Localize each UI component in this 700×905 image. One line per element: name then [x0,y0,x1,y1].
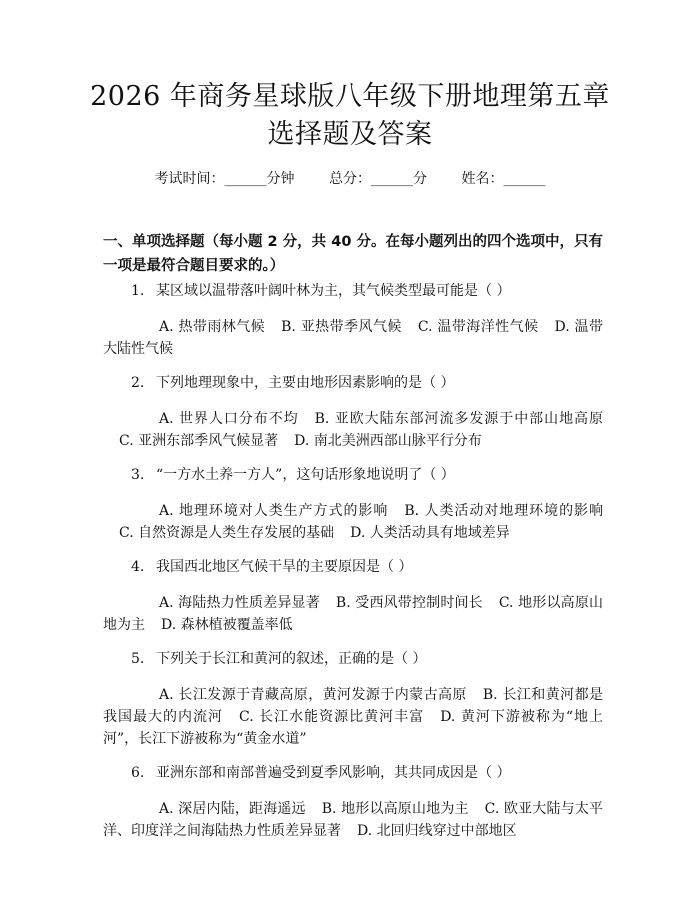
question-stem [103,762,603,784]
question-stem [103,556,603,578]
question-text: 下列地理现象中，主要由地形因素影响的是（ ） [156,375,455,391]
question-options [103,316,603,360]
question-5 [103,648,603,750]
option-d: D. 北回归线穿过中部地区 [357,823,517,839]
question-options [103,592,603,636]
option-d: D. 南北美洲西部山脉平行分布 [294,433,482,449]
option-d: D. 黄河下游被称为“地上河”，长江下游被称为“黄金水道” [103,709,603,747]
option-c: C. 自然资源是人类生存发展的基础 [119,525,335,541]
option-a: A. 世界人口分布不均 [159,411,299,427]
option-a: A. 海陆热力性质差异显著 [159,595,320,611]
question-number: 6. [131,765,145,781]
question-options [103,408,603,452]
question-text: 亚洲东部和南部普遍受到夏季风影响，其共同成因是（ ） [156,765,511,781]
question-6 [103,762,603,842]
option-a: A. 长江发源于青藏高原，黄河发源于内蒙古高原 [159,687,467,703]
option-d: D. 森林植被覆盖率低 [161,617,293,633]
section-heading: 一、单项选择题（每小题 2 分，共 40 分。在每小题列出的四个选项中，只有一项是最符合题目要求的。） [103,234,603,274]
question-text: 下列关于长江和黄河的叙述，正确的是（ ） [156,651,427,667]
option-a: A. 地理环境对人类生产方式的影响 [159,503,389,519]
question-4 [103,556,603,636]
question-stem [103,648,603,670]
question-text: “一方水土养一方人”，这句话形象地说明了（ ） [156,467,455,483]
option-c: C. 长江水能资源比黄河丰富 [239,709,425,725]
question-number: 4. [131,559,145,575]
option-a: A. 热带雨林气候 [159,319,266,335]
option-b: B. 人类活动对地理环境的影响 [404,503,603,519]
question-text: 某区域以温带落叶阔叶林为主，其气候类型最可能是（ ） [156,283,511,299]
option-c: C. 欧亚大陆与太平洋、印度洋之间海陆热力性质差异显著 [103,801,603,839]
question-number: 2. [131,375,145,391]
option-c: C. 亚洲东部季风气候显著 [119,433,279,449]
option-a: A. 深居内陆，距海遥远 [159,801,306,817]
option-b: B. 受西风带控制时间长 [335,595,483,611]
exam-info-line [0,169,700,189]
question-list [103,280,603,854]
option-b: B. 地形以高原山地为主 [321,801,469,817]
question-number: 5. [131,651,145,667]
question-stem [103,280,603,302]
question-number: 1. [131,283,145,299]
question-options [103,684,603,750]
question-2 [103,372,603,452]
student-name-field: 姓名：______ [461,171,546,187]
question-number: 3. [131,467,145,483]
document-title: 2026 年商务星球版八年级下册地理第五章选择题及答案 [90,81,610,150]
question-options [103,798,603,842]
question-3 [103,464,603,544]
question-stem [103,464,603,486]
question-options [103,500,603,544]
question-stem [103,372,603,394]
option-c: C. 地形以高原山地为主 [103,595,603,633]
option-b: B. 亚热带季风气候 [281,319,402,335]
option-d: D. 温带大陆性气候 [103,319,603,357]
option-b: B. 长江和黄河都是我国最大的内流河 [103,687,603,725]
total-score-field: 总分：______分 [329,171,427,187]
option-b: B. 亚欧大陆东部河流多发源于中部山地高原 [314,411,603,427]
option-d: D. 人类活动具有地域差异 [350,525,510,541]
exam-time-field: 考试时间：______分钟 [154,171,295,187]
question-1 [103,280,603,360]
question-text: 我国西北地区气候干旱的主要原因是（ ） [156,559,413,575]
option-c: C. 温带海洋性气候 [417,319,539,335]
